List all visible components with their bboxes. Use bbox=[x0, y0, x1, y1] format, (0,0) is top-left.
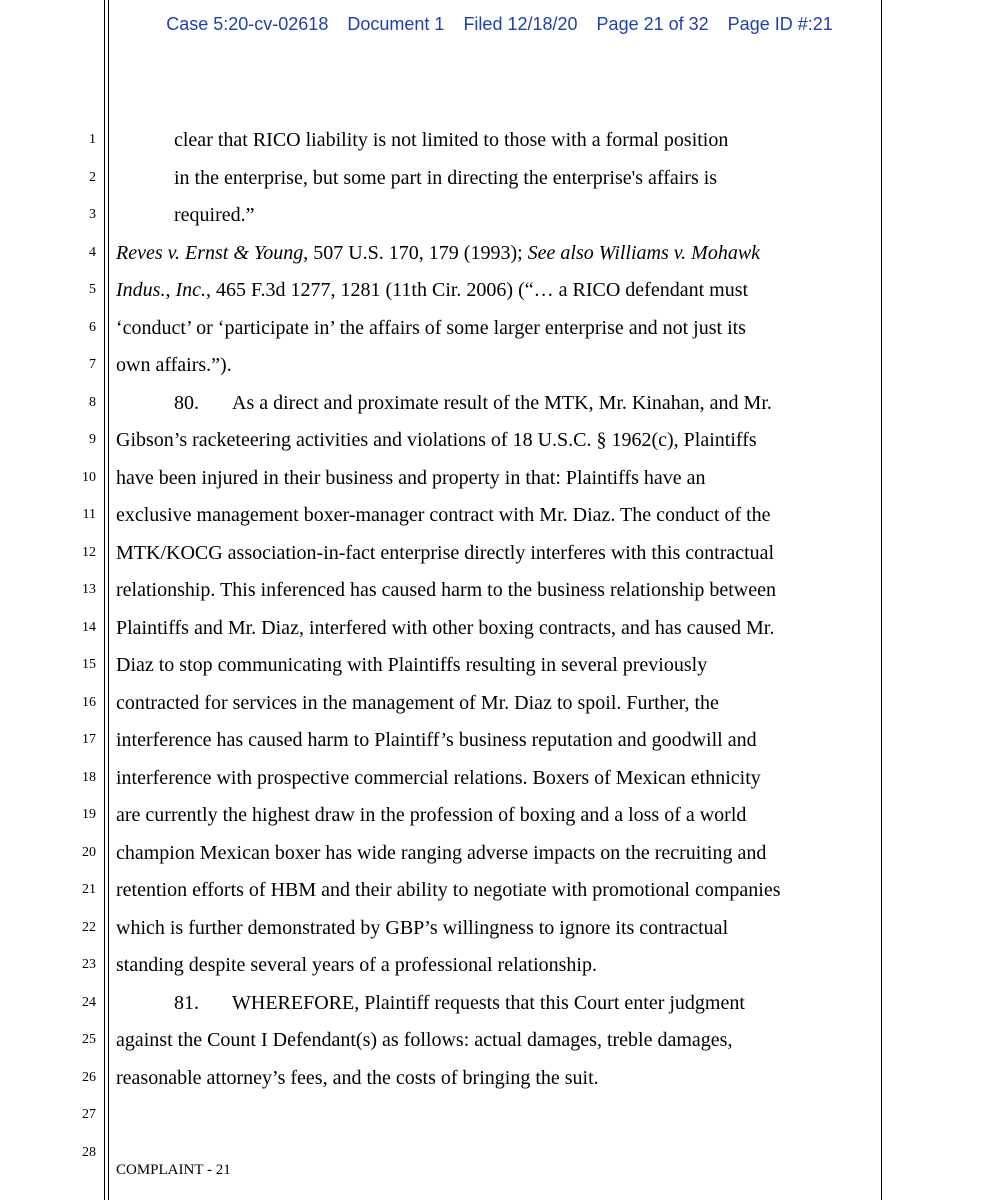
paragraph-line: Gibson’s racketeering activities and violations of 18 U.S.C. § 1962(c), Plaintiffs bbox=[116, 429, 757, 451]
paragraph-line: have been injured in their business and property in that: Plaintiffs have an bbox=[116, 467, 706, 489]
paragraph-line: interference has caused harm to Plaintiff’s business reputation and goodwill and bbox=[116, 729, 757, 751]
filed-date: Filed 12/18/20 bbox=[463, 14, 578, 34]
paragraph-line: standing despite several years of a professional relationship. bbox=[116, 954, 597, 976]
citation-text: , 507 U.S. 170, 179 (1993); bbox=[303, 242, 528, 264]
citation-text: , 465 F.3d 1277, 1281 (11th Cir. 2006) (“… a RICO defendant must bbox=[205, 279, 749, 301]
line-number: 19 bbox=[82, 807, 96, 822]
quote-line: required.” bbox=[174, 204, 255, 226]
left-margin-rule bbox=[104, 0, 105, 1200]
line-number: 15 bbox=[82, 657, 96, 672]
case-name-mohawk: Indus., Inc. bbox=[116, 279, 206, 301]
line-number: 8 bbox=[89, 395, 96, 410]
paragraph-number: 81. bbox=[174, 992, 199, 1014]
line-number: 9 bbox=[89, 432, 96, 447]
line-number: 25 bbox=[82, 1032, 96, 1047]
paragraph-text: WHEREFORE, Plaintiff requests that this Court enter judgment bbox=[232, 992, 745, 1014]
paragraph-line: against the Count I Defendant(s) as follows: actual damages, treble damages, bbox=[116, 1029, 733, 1051]
line-number: 22 bbox=[82, 920, 96, 935]
paragraph-line: reasonable attorney’s fees, and the costs of bringing the suit. bbox=[116, 1067, 599, 1089]
line-number: 23 bbox=[82, 957, 96, 972]
line-number: 12 bbox=[82, 545, 96, 560]
paragraph-line: Plaintiffs and Mr. Diaz, interfered with other boxing contracts, and has caused Mr. bbox=[116, 617, 775, 639]
line-number: 26 bbox=[82, 1070, 96, 1085]
line-number: 13 bbox=[82, 582, 96, 597]
line-number: 10 bbox=[82, 470, 96, 485]
line-number: 3 bbox=[89, 207, 96, 222]
quote-line: in the enterprise, but some part in directing the enterprise's affairs is bbox=[174, 167, 718, 189]
line-number: 5 bbox=[89, 282, 96, 297]
case-number: Case 5:20-cv-02618 bbox=[166, 14, 329, 34]
case-name-williams: See also Williams v. Mohawk bbox=[527, 242, 761, 264]
paragraph-first-line bbox=[174, 391, 772, 415]
paragraph-line: MTK/KOCG association-in-fact enterprise directly interferes with this contractual bbox=[116, 542, 775, 564]
line-number: 21 bbox=[82, 882, 96, 897]
left-margin-rule-inner bbox=[108, 0, 109, 1200]
line-number: 7 bbox=[89, 357, 96, 372]
line-number: 2 bbox=[89, 170, 96, 185]
line-number: 24 bbox=[82, 995, 96, 1010]
paragraph-line: exclusive management boxer-manager contract with Mr. Diaz. The conduct of the bbox=[116, 504, 771, 526]
paragraph-line: are currently the highest draw in the profession of boxing and a loss of a world bbox=[116, 804, 747, 826]
citation-line bbox=[116, 278, 748, 302]
line-number: 18 bbox=[82, 770, 96, 785]
line-number: 28 bbox=[82, 1145, 96, 1160]
page-footer: COMPLAINT - 21 bbox=[116, 1162, 231, 1178]
line-number: 27 bbox=[82, 1107, 96, 1122]
line-number: 14 bbox=[82, 620, 96, 635]
paragraph-line: relationship. This inferenced has caused harm to the business relationship between bbox=[116, 579, 776, 601]
citation-line: own affairs.”). bbox=[116, 354, 232, 376]
line-number: 1 bbox=[89, 132, 96, 147]
citation-line bbox=[116, 241, 760, 265]
line-number: 11 bbox=[82, 507, 96, 522]
page-count: Page 21 of 32 bbox=[596, 14, 709, 34]
citation-line: ‘conduct’ or ‘participate in’ the affairs of some larger enterprise and not just its bbox=[116, 317, 746, 339]
line-number: 4 bbox=[89, 245, 96, 260]
paragraph-number: 80. bbox=[174, 392, 199, 414]
paragraph-line: which is further demonstrated by GBP’s willingness to ignore its contractual bbox=[116, 917, 729, 939]
line-number: 16 bbox=[82, 695, 96, 710]
line-number: 20 bbox=[82, 845, 96, 860]
court-filing-header bbox=[0, 14, 999, 44]
paragraph-line: champion Mexican boxer has wide ranging adverse impacts on the recruiting and bbox=[116, 842, 767, 864]
line-number: 6 bbox=[89, 320, 96, 335]
paragraph-line: Diaz to stop communicating with Plaintiffs resulting in several previously bbox=[116, 654, 708, 676]
paragraph-first-line bbox=[174, 991, 745, 1015]
quote-line: clear that RICO liability is not limited to those with a formal position bbox=[174, 129, 729, 151]
line-number: 17 bbox=[82, 732, 96, 747]
paragraph-text: As a direct and proximate result of the MTK, Mr. Kinahan, and Mr. bbox=[232, 392, 772, 414]
paragraph-line: contracted for services in the management of Mr. Diaz to spoil. Further, the bbox=[116, 692, 719, 714]
case-name-reves: Reves v. Ernst & Young bbox=[116, 242, 304, 264]
right-margin-rule bbox=[881, 0, 882, 1200]
paragraph-line: interference with prospective commercial relations. Boxers of Mexican ethnicity bbox=[116, 767, 761, 789]
page-id: Page ID #:21 bbox=[727, 14, 833, 34]
document-number: Document 1 bbox=[347, 14, 445, 34]
paragraph-line: retention efforts of HBM and their ability to negotiate with promotional companies bbox=[116, 879, 781, 901]
